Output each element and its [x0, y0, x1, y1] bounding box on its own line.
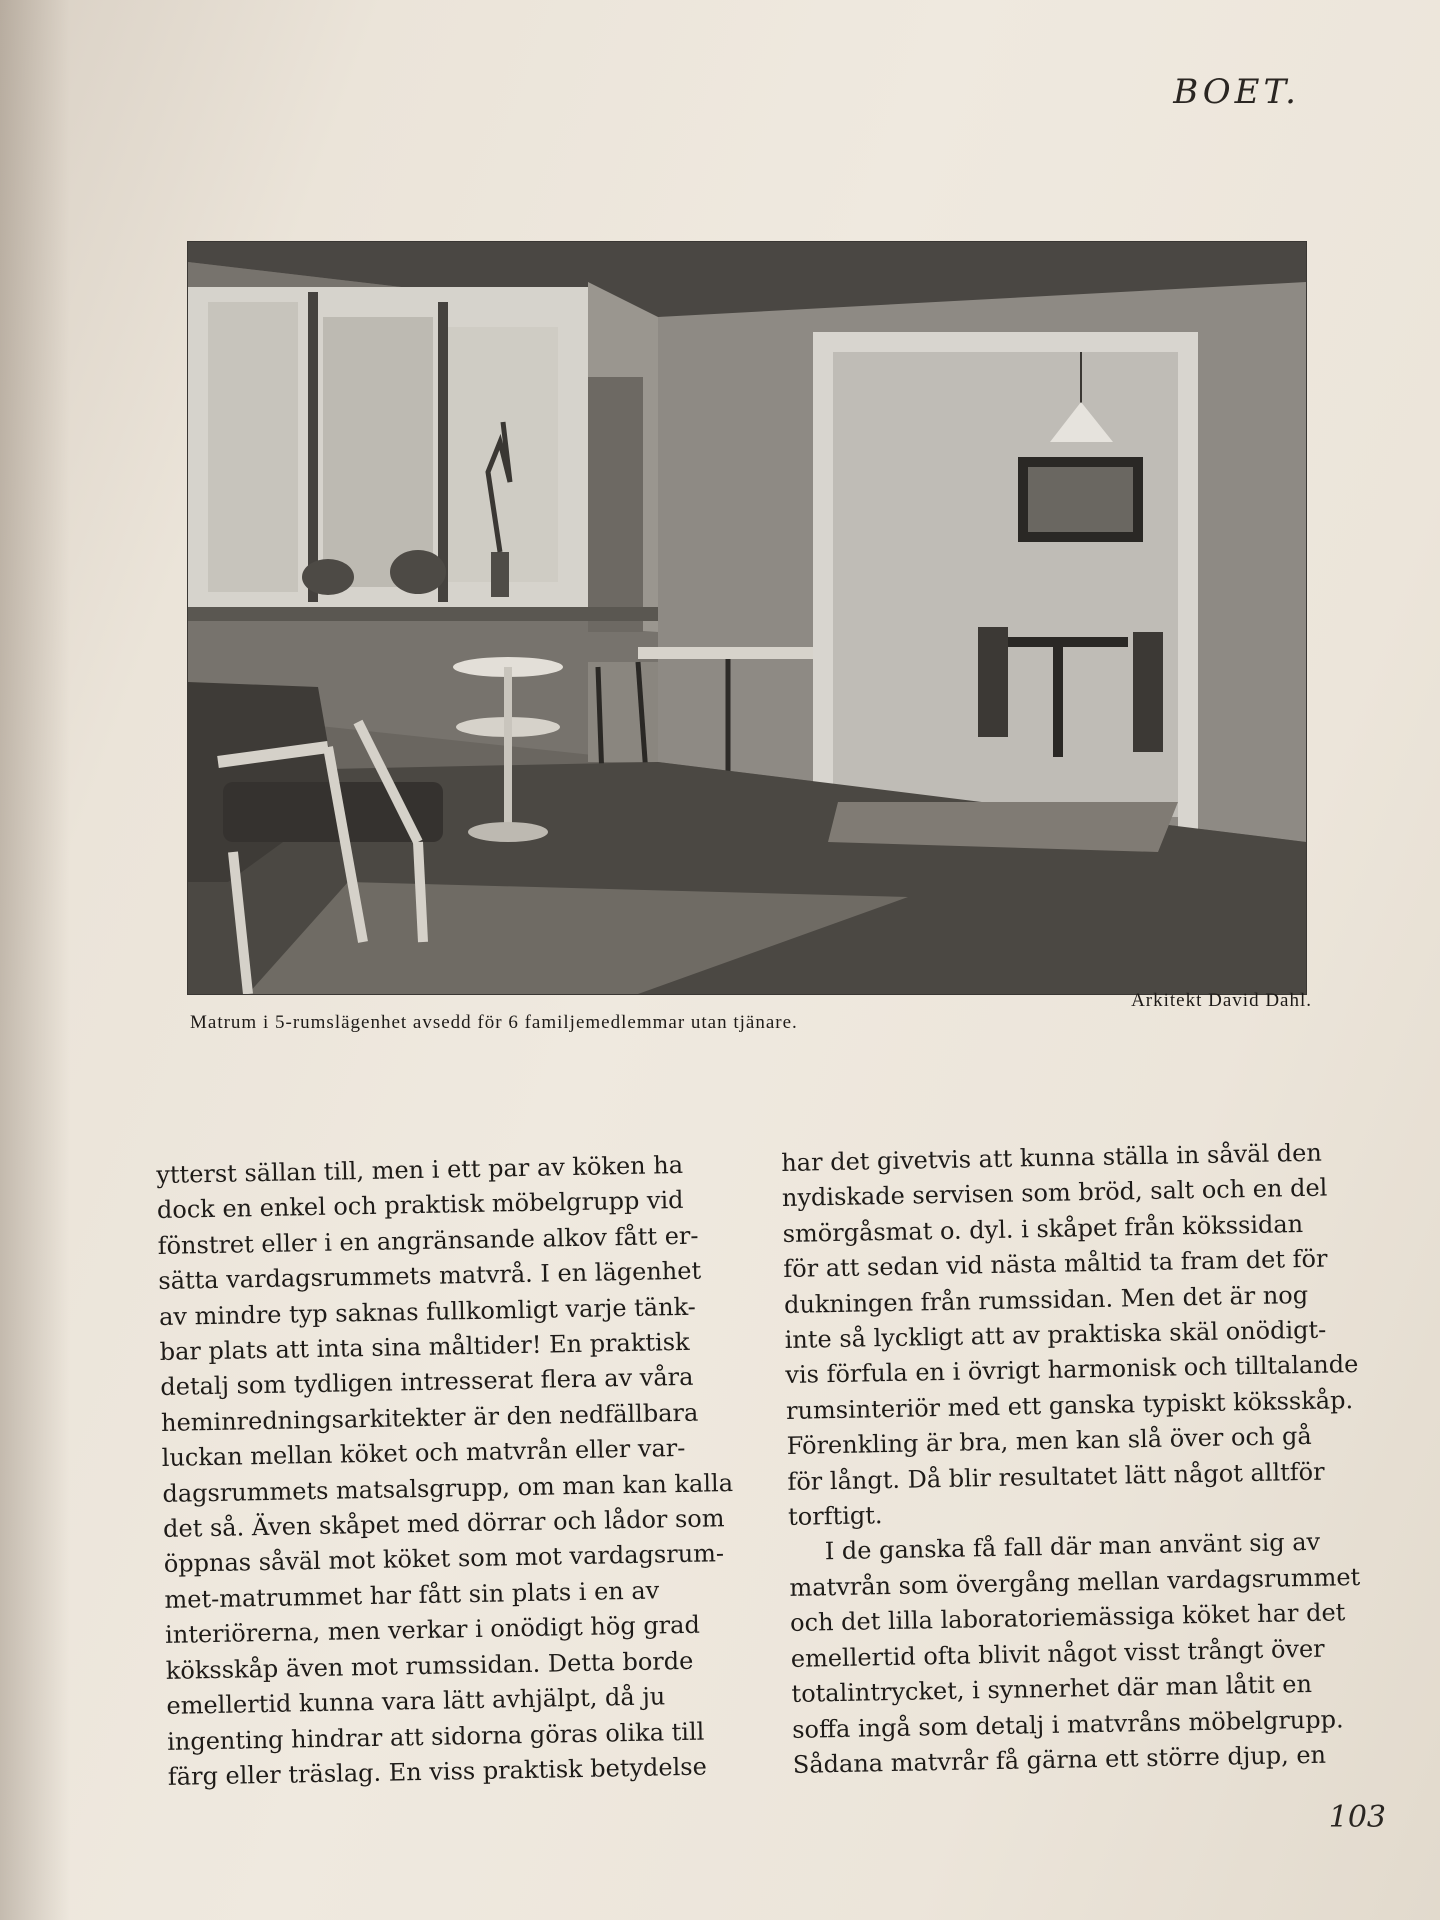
- text-line: emellertid kunna vara lätt avhjälpt, då ju: [166, 1682, 666, 1720]
- text-line: smörgåsmat o. dyl. i skåpet från kökssidan: [782, 1209, 1304, 1248]
- text-line: och det lilla laboratoriemässiga köket har det: [789, 1598, 1346, 1638]
- text-line: för långt. Då blir resultatet lätt något alltför: [787, 1457, 1325, 1496]
- text-line: har det givetvis att kunna ställa in såväl den: [781, 1138, 1323, 1177]
- body-column-left: [156, 1146, 778, 1795]
- text-line: matvrån som övergång mellan vardagsrummet: [789, 1562, 1361, 1602]
- page-number: 103: [1328, 1800, 1386, 1835]
- text-line: totalintrycket, i synnerhet där man låtit en: [791, 1670, 1313, 1708]
- body-column-right: [781, 1134, 1393, 1783]
- text-line: interiörerna, men verkar i onödigt hög grad: [164, 1610, 701, 1650]
- text-line: met-matrummet har fått sin plats i en av: [164, 1576, 660, 1614]
- text-line: emellertid ofta blivit något visst trångt över: [790, 1634, 1325, 1673]
- text-line: ingenting hindrar att sidorna göras olika till: [166, 1717, 705, 1756]
- text-line: bar plats att inta sina måltider! En praktisk: [159, 1327, 690, 1366]
- text-line: dagsrummets matsalsgrupp, om man kan kalla: [162, 1468, 734, 1508]
- text-line: heminredningsarkitekter är den nedfällbara: [160, 1398, 699, 1437]
- text-line: öppnas såväl mot köket som mot vardagsrum-: [163, 1539, 725, 1579]
- text-line: Förenkling är bra, men kan slå över och gå: [786, 1422, 1312, 1461]
- text-line: soffa ingå som detalj i matvråns möbelgrupp.: [791, 1704, 1344, 1744]
- text-line: vis förfula en i övrigt harmonisk och tilltalande: [785, 1350, 1359, 1390]
- paragraph-start-line: I de ganska få fall där man använt sig av: [824, 1528, 1321, 1566]
- text-line: nydiskade servisen som bröd, salt och en del: [781, 1173, 1328, 1213]
- text-line: Sådana matvrår få gärna ett större djup, en: [792, 1740, 1327, 1779]
- text-line: färg eller träslag. En viss praktisk betydelse: [167, 1752, 708, 1791]
- text-line: av mindre typ saknas fullkomligt varje tänk-: [158, 1292, 697, 1331]
- text-line: torftigt.: [787, 1501, 883, 1531]
- text-line: det så. Även skåpet med dörrar och lådor som: [162, 1504, 725, 1543]
- text-line: dukningen från rumssidan. Men det är nog: [783, 1280, 1309, 1319]
- text-line: inte så lyckligt att av praktiska skäl onödigt-: [784, 1315, 1327, 1354]
- figure-credit: Arkitekt David Dahl.: [1131, 990, 1312, 1011]
- text-line: dock en enkel och praktisk möbelgrupp vid: [156, 1186, 684, 1225]
- interior-photograph: [188, 242, 1306, 994]
- figure-caption: Matrum i 5-rumslägenhet avsedd för 6 familjemedlemmar utan tjänare.: [190, 1012, 798, 1033]
- text-line: ytterst sällan till, men i ett par av köken ha: [156, 1150, 684, 1189]
- running-title: BOET.: [1173, 72, 1300, 112]
- page-gutter-shadow: [0, 0, 70, 1920]
- text-line: detalj som tydligen intresserat flera av våra: [160, 1363, 694, 1402]
- text-line: rumsinteriör med ett ganska typiskt köksskåp.: [785, 1385, 1354, 1425]
- text-line: fönstret eller i en angränsande alkov fått er-: [157, 1221, 699, 1260]
- text-line: luckan mellan köket och matvrån eller var-: [161, 1434, 686, 1473]
- text-line: köksskåp även mot rumssidan. Detta borde: [165, 1646, 694, 1685]
- text-line: för att sedan vid nästa måltid ta fram det för: [783, 1244, 1328, 1284]
- text-line: sätta vardagsrummets matvrå. I en lägenhet: [158, 1256, 702, 1296]
